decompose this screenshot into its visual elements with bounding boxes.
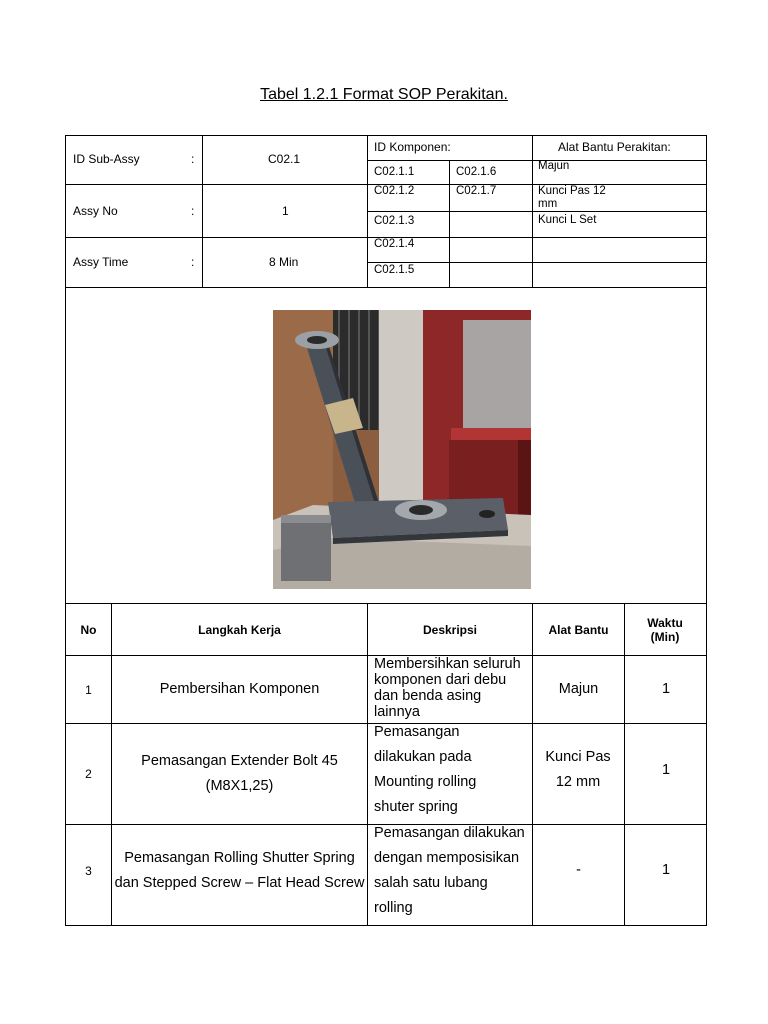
- step-no: 3: [85, 863, 92, 878]
- assy-no-label: Assy No: [73, 204, 118, 218]
- step-no: 1: [85, 682, 92, 697]
- assy-time-label: Assy Time: [73, 255, 129, 269]
- komponen-id: C02.1.5: [374, 264, 415, 276]
- step-deskripsi: Pemasangan dilakukan pada Mounting rolling shuter spring: [374, 724, 477, 815]
- assembly-photo: [273, 310, 531, 589]
- alat-bantu-header: Alat Bantu Perakitan:: [558, 140, 671, 154]
- col-header-langkah: Langkah Kerja: [198, 622, 281, 637]
- id-sub-assy-value: C02.1: [268, 152, 301, 166]
- step-deskripsi: Pemasangan dilakukan dengan memposisikan salah satu lubang rolling: [374, 825, 525, 916]
- step-alat: -: [576, 862, 581, 878]
- assy-no-value: 1: [282, 204, 289, 218]
- alat-bantu-item: Kunci L Set: [538, 214, 597, 226]
- id-sub-assy-label: ID Sub-Assy: [73, 152, 140, 166]
- step-deskripsi: Membersihkan seluruh komponen dari debu dan benda asing lainnya: [374, 655, 521, 720]
- colon: :: [191, 255, 195, 269]
- colon: :: [191, 152, 195, 166]
- komponen-id: C02.1.6: [456, 166, 497, 178]
- step-langkah: Pembersihan Komponen: [159, 681, 320, 697]
- step-waktu: 1: [661, 681, 671, 697]
- komponen-id: C02.1.7: [456, 185, 497, 197]
- step-no: 2: [85, 767, 92, 781]
- step-langkah: Pemasangan Rolling Shutter Spring dan Stepped Screw – Flat Head Screw: [114, 849, 365, 891]
- alat-bantu-item: Kunci Pas 12 mm: [538, 185, 606, 210]
- alat-bantu-item: Majun: [538, 160, 570, 172]
- col-header-waktu: Waktu (Min): [647, 615, 683, 644]
- id-komponen-header: ID Komponen:: [374, 140, 451, 154]
- komponen-id: C02.1.1: [374, 166, 415, 178]
- step-waktu: 1: [661, 761, 671, 778]
- step-alat: Majun: [558, 681, 599, 697]
- komponen-id: C02.1.3: [374, 215, 415, 227]
- col-header-no: No: [80, 622, 97, 637]
- colon: :: [191, 204, 195, 218]
- komponen-id: C02.1.4: [374, 238, 415, 250]
- komponen-id: C02.1.2: [374, 185, 415, 197]
- step-waktu: 1: [661, 862, 671, 878]
- col-header-deskripsi: Deskripsi: [422, 622, 478, 637]
- step-alat: Kunci Pas 12 mm: [545, 749, 611, 790]
- col-header-alat: Alat Bantu: [548, 622, 609, 637]
- document-title: Tabel 1.2.1 Format SOP Perakitan.: [260, 86, 508, 103]
- step-langkah: Pemasangan Extender Bolt 45 (M8X1,25): [141, 753, 338, 794]
- assy-time-value: 8 Min: [269, 255, 299, 269]
